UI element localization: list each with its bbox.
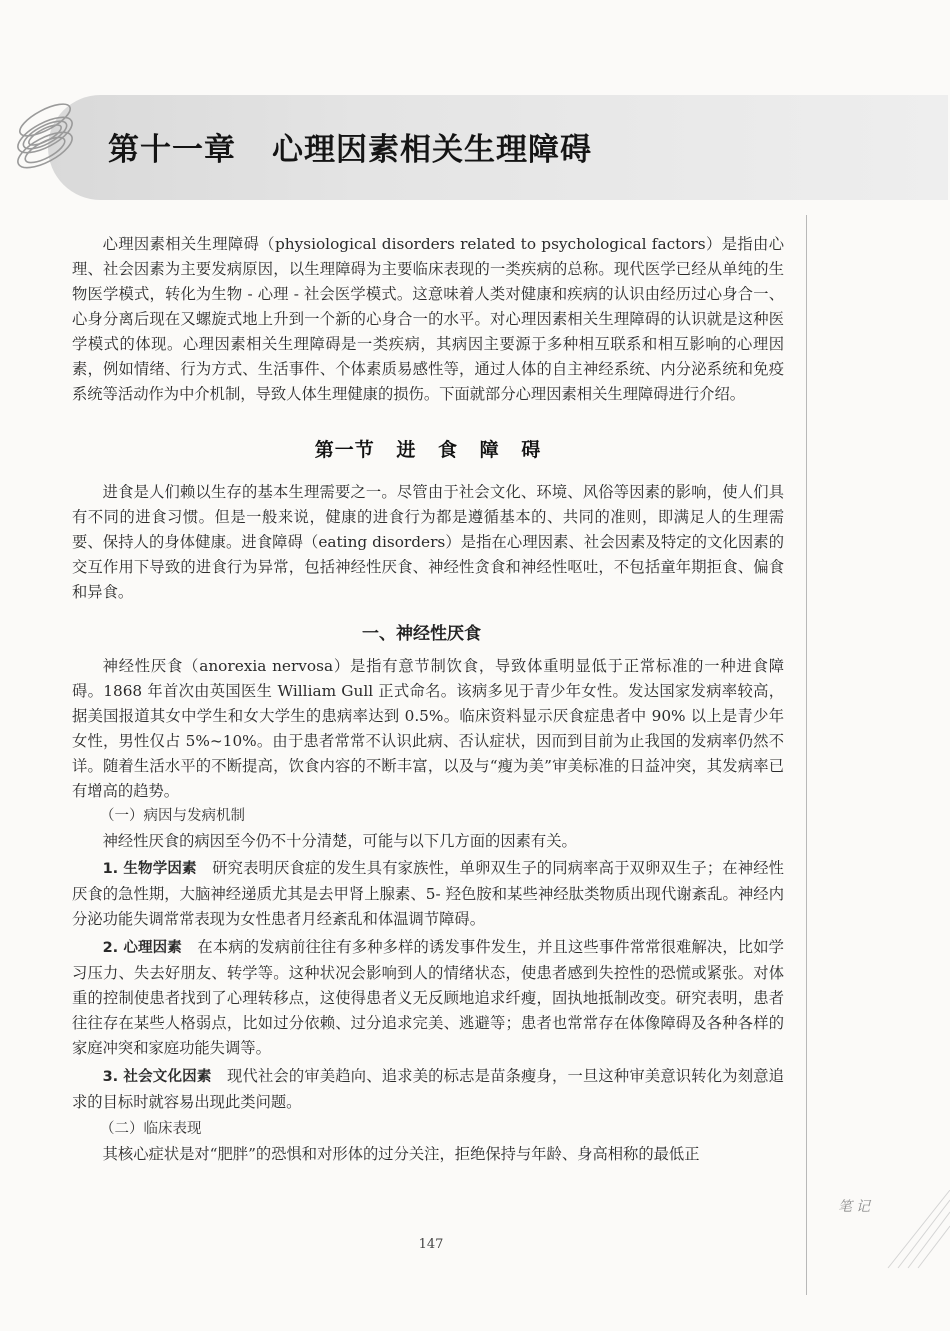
chapter-name: 心理因素相关生理障碍: [272, 132, 592, 168]
chapter-swirl-logo: [0, 80, 100, 190]
etiology-item-sociocultural: [72, 1064, 784, 1115]
item-text: 研究表明厌食症的发生具有家族性，单卵双生子的同病率高于双卵双生子；在神经性厌食的急性期，大脑神经递质尤其是去甲肾上腺素、5- 羟色胺和某些神经肽类物质出现代谢紊乱。神经内分泌功能失调常常表现为女性患者月经紊乱和体温调节障碍。: [72, 859, 784, 928]
notes-label: 笔记: [838, 1199, 874, 1215]
chapter-title: [108, 124, 592, 169]
clinical-paragraph: 其核心症状是对“肥胖”的恐惧和对形体的过分关注，拒绝保持与年龄、身高相称的最低正: [102, 1145, 700, 1163]
item-text: 在本病的发病前往往有多种多样的诱发事件发生，并且这些事件常常很难解决，比如学习压力、失去好朋友、转学等。这种状况会影响到人的情绪状态，使患者感到失控性的恐慌或紧张。对体重的控制使患者找到了心理转移点，这使得患者义无反顾地追求纤瘦，固执地抵制改变。研究表明，患者往往存在某些人格弱点，比如过分依赖、过分追求完美、逃避等；患者也常常存在体像障碍及各种各样的家庭冲突和家庭功能失调等。: [72, 938, 784, 1057]
subsection-title: 一、神经性厌食: [362, 624, 481, 644]
section-title: 第一节 进 食 障 碍: [314, 439, 542, 461]
page-number: 147: [418, 1237, 444, 1252]
clinical-heading: （二）临床表现: [100, 1121, 202, 1137]
etiology-intro: 神经性厌食的病因至今仍不十分清楚，可能与以下几方面的因素有关。: [102, 832, 577, 850]
section-paragraph: 进食是人们赖以生存的基本生理需要之一。尽管由于社会文化、环境、风俗等因素的影响，使人们具有不同的进食习惯。但是一般来说，健康的进食行为都是遵循基本的、共同的准则，即满足人的生理需要、保持人的身体健康。进食障碍（eating disorders）是指在心理因素、社会因素及特定的文化因素的交互作用下导致的进食行为异常，包括神经性厌食、神经性贪食和神经性呕吐，不包括童年期拒食、偏食和异食。: [72, 483, 784, 601]
margin-rule: [806, 215, 807, 1295]
item-lead: 2. 心理因素: [102, 940, 182, 956]
page-body: [72, 232, 784, 1167]
etiology-heading: （一）病因与发病机制: [100, 808, 245, 824]
item-lead: 3. 社会文化因素: [102, 1069, 212, 1085]
etiology-item-psychological: [72, 935, 784, 1061]
subsection-paragraph: 神经性厌食（anorexia nervosa）是指有意节制饮食，导致体重明显低于正常标准的一种进食障碍。1868 年首次由英国医生 William Gull 正式命名。该病多见于青少年女性。发达国家发病率较高，据美国报道其女中学生和女大学生的患病率达到 0.5%。临床资料显示厌食症患者中 90% 以上是青少年女性，男性仅占 5%~10%。由于患者常常不认识此病、否认症状，因而到目前为止我国的发病率仍然不详。随着生活水平的不断提高，饮食内容的不断丰富，以及与“瘦为美”审美标准的日益冲突，其发病率已有增高的趋势。: [72, 657, 784, 800]
item-text: 现代社会的审美趋向、追求美的标志是苗条瘦身，一旦这种审美意识转化为刻意追求的目标时就容易出现此类问题。: [72, 1067, 784, 1111]
item-lead: 1. 生物学因素: [102, 861, 197, 877]
chapter-number: 第十一章: [108, 132, 236, 168]
intro-paragraph: 心理因素相关生理障碍（physiological disorders related to psychological factors）是指由心理、社会因素为主要发病原因，以生理障碍为主要临床表现的一类疾病的总称。现代医学已经从单纯的生物医学模式，转化为生物 - 心理 - 社会医学模式。这意味着人类对健康和疾病的认识由经历过心身合一、心身分离后现在又螺旋式地上升到一个新的心身合一的水平。对心理因素相关生理障碍的认识就是这种医学模式的体现。心理因素相关生理障碍是一类疾病，其病因主要源于多种相互联系和相互影响的心理因素，例如情绪、行为方式、生活事件、个体素质易感性等，通过人体的自主神经系统、内分泌系统和免疫系统等活动作为中介机制，导致人体生理健康的损伤。下面就部分心理因素相关生理障碍进行介绍。: [72, 235, 784, 403]
etiology-item-biological: [72, 856, 784, 932]
